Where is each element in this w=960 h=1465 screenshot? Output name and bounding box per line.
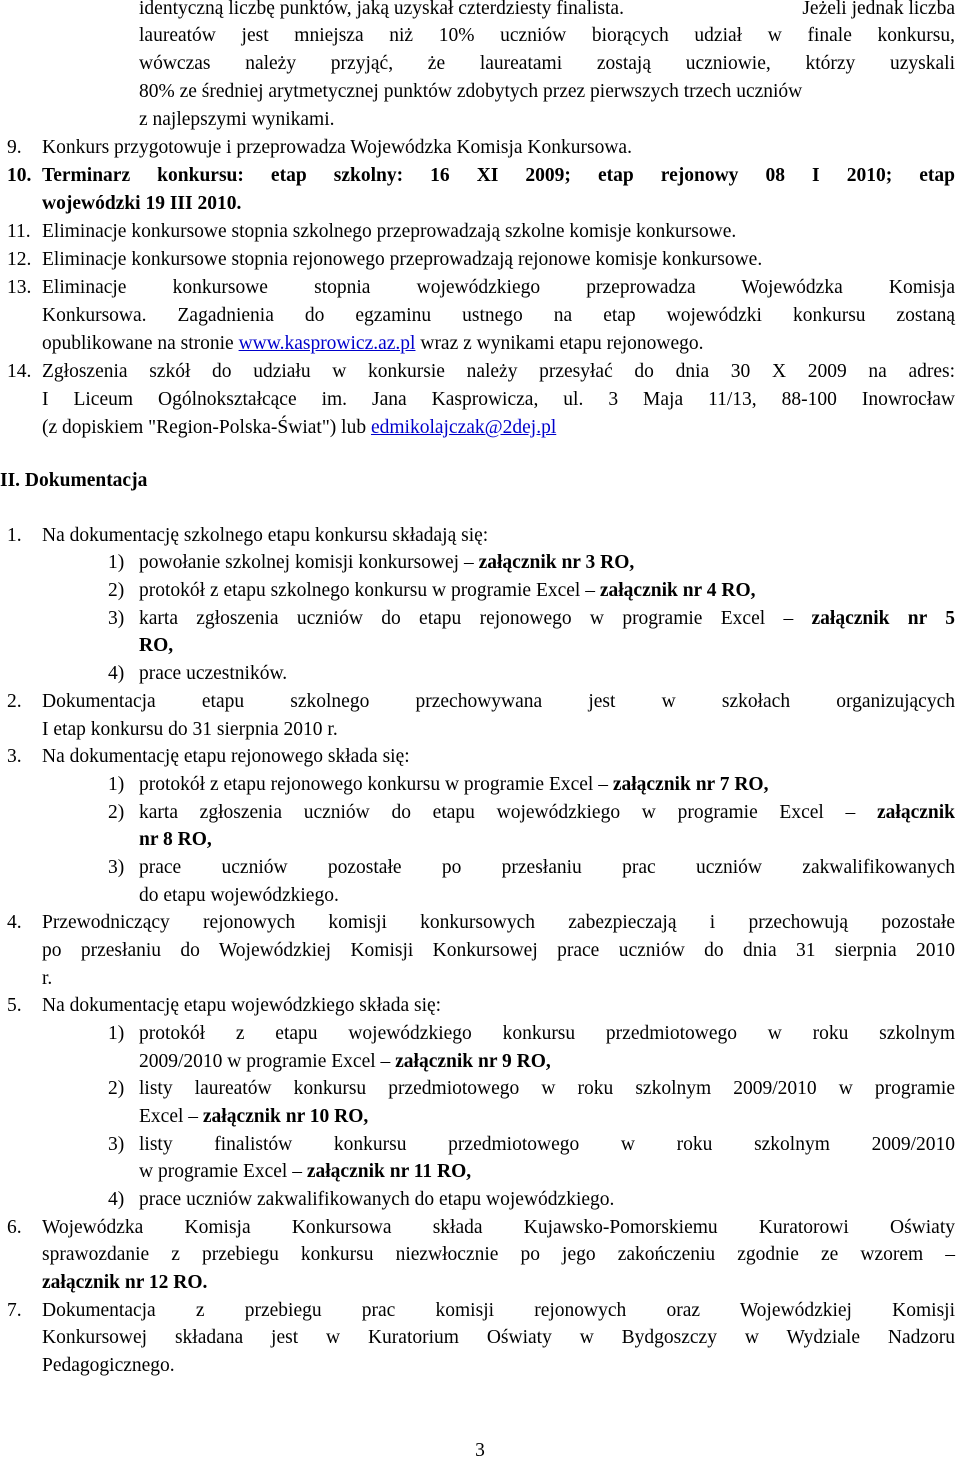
sub-item-text <box>139 799 955 827</box>
sub-item-text: do etapu wojewódzkiego. <box>139 885 339 906</box>
list-number: 1. <box>7 525 22 546</box>
list-number: 12. <box>7 249 32 270</box>
attachment-ref: załącznik nr 7 RO, <box>612 774 769 795</box>
list-item-text: sprawozdanie z przebiegu konkursu niezwłocznie po jego zakończeniu zgodnie ze wzorem – <box>42 1244 955 1265</box>
list-item-text: Konkurs przygotowuje i przeprowadza Wojewódzka Komisja Konkursowa. <box>42 137 632 158</box>
list-item-text: Dokumentacja z przebiegu prac komisji rejonowych oraz Wojewódzkiej Komisji <box>42 1300 955 1321</box>
list-number: 10. <box>7 165 32 186</box>
list-item-text: Pedagogicznego. <box>42 1355 175 1376</box>
text: w programie Excel – <box>139 1161 302 1182</box>
list-item-text: r. <box>42 968 53 989</box>
paragraph-line: laureatów jest mniejsza niż 10% uczniów biorących udział w finale konkursu, <box>139 25 955 46</box>
attachment-ref: załącznik nr 10 RO, <box>202 1106 369 1127</box>
attachment-ref: załącznik nr 9 RO, <box>395 1051 551 1072</box>
attachment-ref: załącznik nr 4 RO, <box>599 580 756 601</box>
website-link[interactable]: www.kasprowicz.az.pl <box>238 333 416 354</box>
text: wraz z wynikami etapu rejonowego. <box>420 333 704 354</box>
sub-number: 4) <box>108 1189 125 1210</box>
sub-number: 4) <box>108 663 125 684</box>
page-number: 3 <box>475 1440 485 1461</box>
list-item-text: Terminarz konkursu: etap szkolny: 16 XI 2009; etap rejonowy 08 I 2010; etap <box>42 165 955 186</box>
text: Jeżeli jednak liczba <box>802 0 955 19</box>
list-item-text: Konkursowej składana jest w Kuratorium Oświaty w Bydgoszczy w Wydziale Nadzoru <box>42 1327 955 1348</box>
list-item-text: po przesłaniu do Wojewódzkiej Komisji Konkursowej prace uczniów do dnia 31 sierpnia 2010 <box>42 940 955 961</box>
sub-item-text: prace uczniów zakwalifikowanych do etapu wojewódzkiego. <box>139 1189 615 1210</box>
text: 2009/2010 w programie Excel – <box>139 1051 391 1072</box>
sub-item-text <box>139 577 755 605</box>
list-item-text: I etap konkursu do 31 sierpnia 2010 r. <box>42 719 338 740</box>
text: protokół z etapu rejonowego konkursu w programie Excel – <box>139 774 608 795</box>
text: Excel – <box>139 1106 199 1127</box>
sub-item-text <box>139 1048 551 1076</box>
list-item-text: Eliminacje konkursowe stopnia rejonowego przeprowadzają rejonowe komisje konkursowe. <box>42 249 763 270</box>
list-number: 14. <box>7 361 32 382</box>
sub-item-text <box>139 605 955 633</box>
sub-item-text: prace uczestników. <box>139 663 288 684</box>
attachment-ref: załącznik nr 3 RO, <box>478 552 635 573</box>
text: (z dopiskiem "Region-Polska-Świat") lub <box>42 417 367 438</box>
list-item-text: Na dokumentację etapu rejonowego składa się: <box>42 746 410 767</box>
sub-number: 2) <box>108 1078 125 1099</box>
list-item-text: I Liceum Ogólnokształcące im. Jana Kasprowicza, ul. 3 Maja 11/13, 88-100 Inowrocław <box>42 389 955 410</box>
text: opublikowane na stronie <box>42 333 234 354</box>
sub-item-text: protokół z etapu wojewódzkiego konkursu przedmiotowego w roku szkolnym <box>139 1023 955 1044</box>
text: protokół z etapu szkolnego konkursu w programie Excel – <box>139 580 595 601</box>
list-number: 2. <box>7 691 22 712</box>
sub-item-text: listy laureatów konkursu przedmiotowego w roku szkolnym 2009/2010 w programie <box>139 1078 955 1099</box>
list-item-text: załącznik nr 12 RO. <box>42 1272 208 1293</box>
sub-number: 3) <box>108 1134 125 1155</box>
list-item-text: Eliminacje konkursowe stopnia szkolnego przeprowadzają szkolne komisje konkursowe. <box>42 221 737 242</box>
list-number: 6. <box>7 1217 22 1238</box>
sub-number: 1) <box>108 552 125 573</box>
sub-item-text: prace uczniów pozostałe po przesłaniu prac uczniów zakwalifikowanych <box>139 857 955 878</box>
sub-item-text: RO, <box>139 635 174 656</box>
list-item-text: Konkursowa. Zagadnienia do egzaminu ustnego na etap wojewódzki konkursu zostaną <box>42 305 955 326</box>
attachment-ref: załącznik nr 5 <box>811 608 956 629</box>
sub-number: 1) <box>108 774 125 795</box>
paragraph-line: 80% ze średniej arytmetycznej punktów zdobytych przez pierwszych trzech uczniów <box>139 81 803 102</box>
list-number: 13. <box>7 277 32 298</box>
list-item-text: Przewodniczący rejonowych komisji konkursowych zabezpieczają i przechowują pozostałe <box>42 912 955 933</box>
section-heading: II. Dokumentacja <box>0 470 148 491</box>
list-item-text: Na dokumentację etapu wojewódzkiego składa się: <box>42 995 442 1016</box>
list-item-text: Wojewódzka Komisja Konkursowa składa Kujawsko-Pomorskiemu Kuratorowi Oświaty <box>42 1217 955 1238</box>
text: karta zgłoszenia uczniów do etapu rejonowego w programie Excel – <box>139 608 794 629</box>
sub-number: 3) <box>108 857 125 878</box>
list-number: 4. <box>7 912 22 933</box>
text: identyczną liczbę punktów, jaką uzyskał czterdziesty finalista. <box>139 0 624 19</box>
attachment-ref: załącznik <box>877 802 956 823</box>
text: karta zgłoszenia uczniów do etapu wojewódzkiego w programie Excel – <box>139 802 856 823</box>
paragraph-line <box>139 0 955 23</box>
list-item-text: Eliminacje konkursowe stopnia wojewódzkiego przeprowadza Wojewódzka Komisja <box>42 277 955 298</box>
sub-item-text <box>139 549 634 577</box>
sub-item-text: listy finalistów konkursu przedmiotowego w roku szkolnym 2009/2010 <box>139 1134 955 1155</box>
list-number: 11. <box>7 221 31 242</box>
list-item-text: Dokumentacja etapu szkolnego przechowywana jest w szkołach organizujących <box>42 691 955 712</box>
sub-item-text: nr 8 RO, <box>139 829 212 850</box>
sub-number: 2) <box>108 802 125 823</box>
attachment-ref: załącznik nr 11 RO, <box>306 1161 472 1182</box>
list-item-text <box>42 330 704 358</box>
paragraph-line: wówczas należy przyjąć, że laureatami zostają uczniowie, którzy uzyskali <box>139 53 955 74</box>
sub-item-text <box>139 771 768 799</box>
list-number: 3. <box>7 746 22 767</box>
list-item-text: Na dokumentację szkolnego etapu konkursu składają się: <box>42 525 489 546</box>
sub-item-text <box>139 1158 471 1186</box>
list-item-text: Zgłoszenia szkół do udziału w konkursie należy przesyłać do dnia 30 X 2009 na adres: <box>42 361 955 382</box>
list-item-text: wojewódzki 19 III 2010. <box>42 193 242 214</box>
list-item-text <box>42 414 556 442</box>
paragraph-line: z najlepszymi wynikami. <box>139 109 335 130</box>
sub-number: 2) <box>108 580 125 601</box>
sub-number: 1) <box>108 1023 125 1044</box>
list-number: 7. <box>7 1300 22 1321</box>
text: powołanie szkolnej komisji konkursowej – <box>139 552 474 573</box>
sub-number: 3) <box>108 608 125 629</box>
list-number: 5. <box>7 995 22 1016</box>
list-number: 9. <box>7 137 22 158</box>
email-link[interactable]: edmikolajczak@2dej.pl <box>370 417 557 438</box>
sub-item-text <box>139 1103 368 1131</box>
